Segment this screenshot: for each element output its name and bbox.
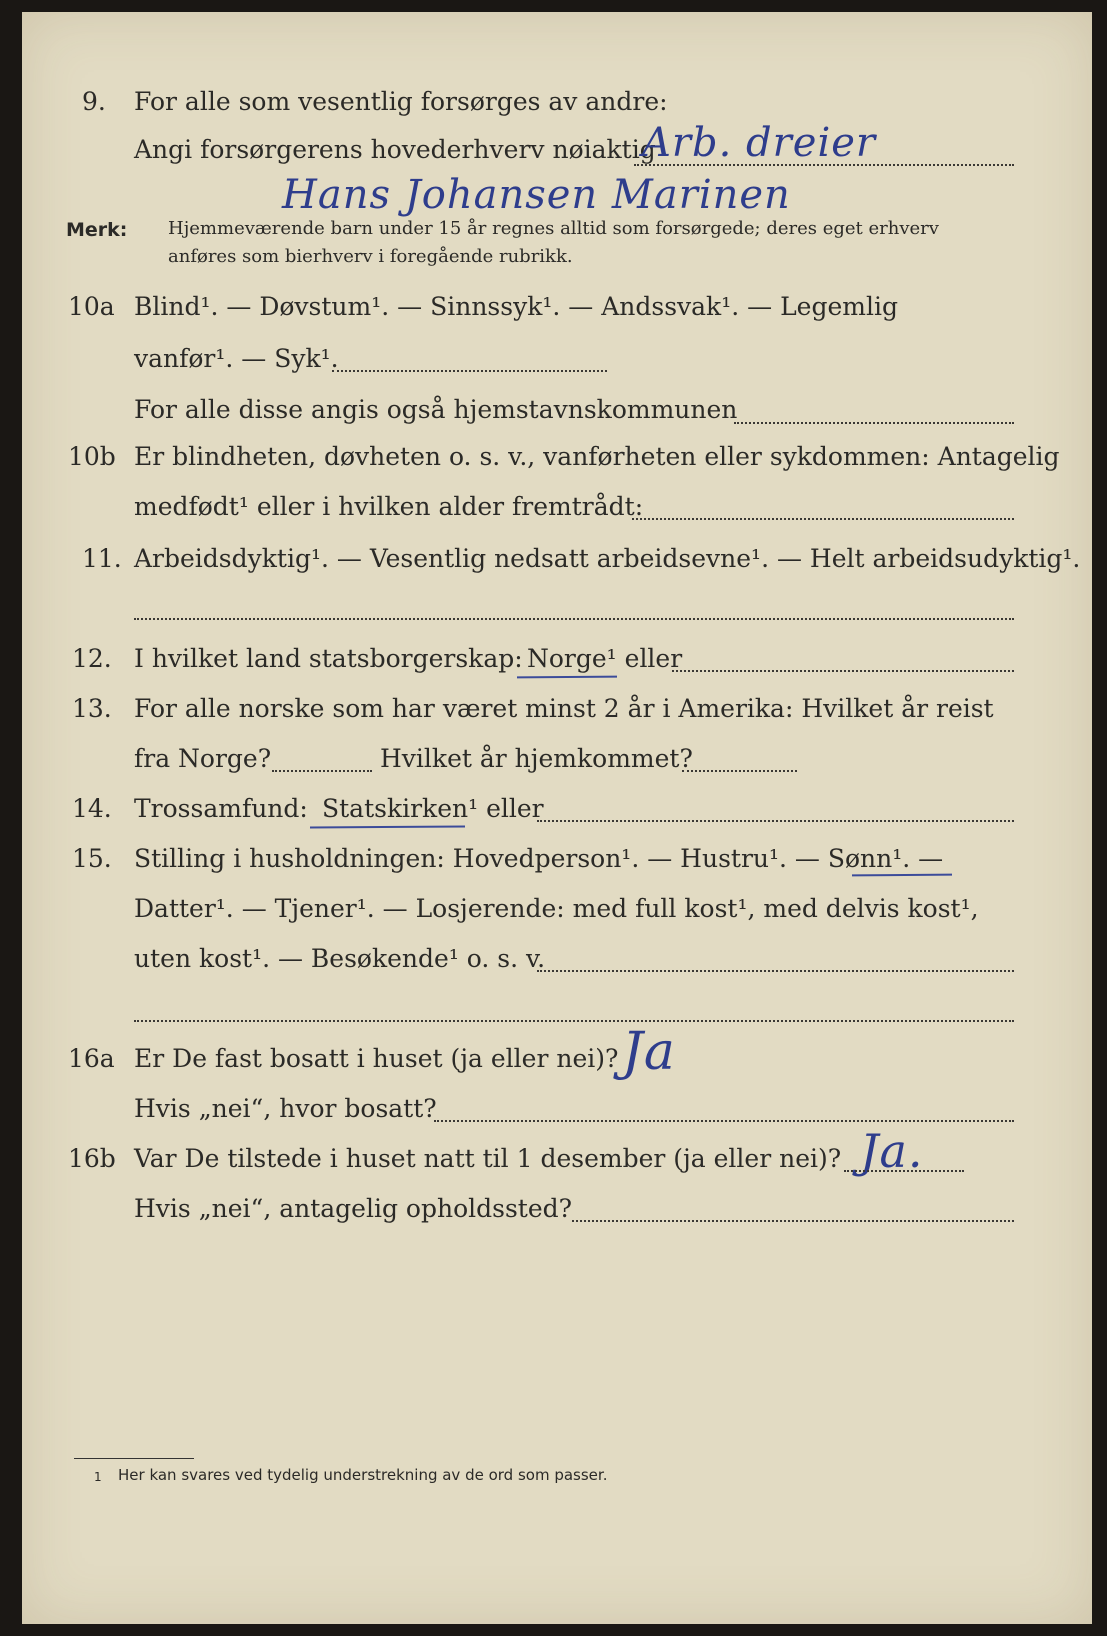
q11-number: 11. <box>82 544 122 573</box>
census-form-page <box>22 12 1092 1624</box>
q16b-number: 16b <box>68 1144 116 1173</box>
q14-statskirken-underline <box>310 825 465 828</box>
q9-line1: For alle som vesentlig forsørges av andre: <box>134 87 668 116</box>
q10a-number: 10a <box>68 292 115 321</box>
footnote-text: Her kan svares ved tydelig understrekning av de ord som passer. <box>118 1466 608 1484</box>
q10b-answer-line <box>632 518 1014 520</box>
q9-handwritten-occupation: Arb. dreier <box>642 120 877 166</box>
q14-answer-line <box>537 820 1014 822</box>
q13-hjemkommet-line <box>682 770 797 772</box>
q15-line3: uten kost¹. — Besøkende¹ o. s. v. <box>134 944 546 973</box>
q16b-answer-line <box>844 1170 964 1172</box>
q16a-line2: Hvis „nei“, hvor bosatt? <box>134 1094 437 1123</box>
q12-norge-underline <box>517 676 617 679</box>
q13-reist-line <box>272 770 372 772</box>
merk-line1: Hjemmeværende barn under 15 år regnes alltid som forsørgede; deres eget erhverv <box>168 218 939 239</box>
merk-line2: anføres som bierhverv i foregående rubrikk. <box>168 246 573 267</box>
q9-handwritten-name: Hans Johansen Marinen <box>282 172 791 218</box>
q16b-handwritten-answer: Ja. <box>860 1124 924 1178</box>
q10b-number: 10b <box>68 442 116 471</box>
q12-option: Norge¹ eller <box>527 644 683 673</box>
q10b-line2: medfødt¹ eller i hvilken alder fremtrådt: <box>134 492 644 521</box>
q15-line2: Datter¹. — Tjener¹. — Losjerende: med full kost¹, med delvis kost¹, <box>134 894 979 923</box>
q16b-line2: Hvis „nei“, antagelig opholdssted? <box>134 1194 573 1223</box>
merk-label: Merk: <box>66 219 128 241</box>
q10a-line3: For alle disse angis også hjemstavnskommunen <box>134 395 738 424</box>
q15-sonn-underline <box>852 874 952 877</box>
q15-extra-line <box>134 1020 1014 1022</box>
q9-line2: Angi forsørgerens hovederhverv nøiaktig <box>134 135 656 164</box>
q13-line2b: Hvilket år hjemkommet? <box>380 744 693 773</box>
q16b-line1: Var De tilstede i huset natt til 1 desember (ja eller nei)? <box>134 1144 842 1173</box>
q12-answer-line <box>672 670 1014 672</box>
q15-line1: Stilling i husholdningen: Hovedperson¹. — Hustru¹. — Sønn¹. — <box>134 844 944 873</box>
q9-number: 9. <box>82 87 106 116</box>
q14-number: 14. <box>72 794 112 823</box>
q16a-line1: Er De fast bosatt i huset (ja eller nei)? <box>134 1044 619 1073</box>
q10a-kommune-line <box>734 422 1014 424</box>
q13-line1: For alle norske som har været minst 2 år i Amerika: Hvilket år reist <box>134 694 994 723</box>
q11-answer-line <box>134 618 1014 620</box>
q16a-bosatt-line <box>434 1120 1014 1122</box>
footnote-rule <box>74 1458 194 1459</box>
q12-line1: I hvilket land statsborgerskap: <box>134 644 523 673</box>
q15-number: 15. <box>72 844 112 873</box>
q16b-opholdssted-line <box>572 1220 1014 1222</box>
q12-number: 12. <box>72 644 112 673</box>
q10a-answer-line <box>332 370 607 372</box>
footnote-mark: 1 <box>94 1470 102 1484</box>
q10a-line2: vanfør¹. — Syk¹. <box>134 344 339 373</box>
q14-option: Statskirken¹ eller <box>322 794 544 823</box>
q11-line1: Arbeidsdyktig¹. — Vesentlig nedsatt arbeidsevne¹. — Helt arbeidsudyktig¹. <box>134 544 1081 573</box>
q14-line1: Trossamfund: <box>134 794 308 823</box>
q15-answer-line <box>537 970 1014 972</box>
q9-answer-line <box>634 164 1014 166</box>
q13-line2a: fra Norge? <box>134 744 272 773</box>
q13-number: 13. <box>72 694 112 723</box>
q16a-number: 16a <box>68 1044 115 1073</box>
q10a-line1: Blind¹. — Døvstum¹. — Sinnssyk¹. — Andssvak¹. — Legemlig <box>134 292 898 321</box>
q16a-handwritten-answer: Ja <box>622 1022 676 1082</box>
q10b-line1: Er blindheten, døvheten o. s. v., vanførheten eller sykdommen: Antagelig <box>134 442 1060 471</box>
